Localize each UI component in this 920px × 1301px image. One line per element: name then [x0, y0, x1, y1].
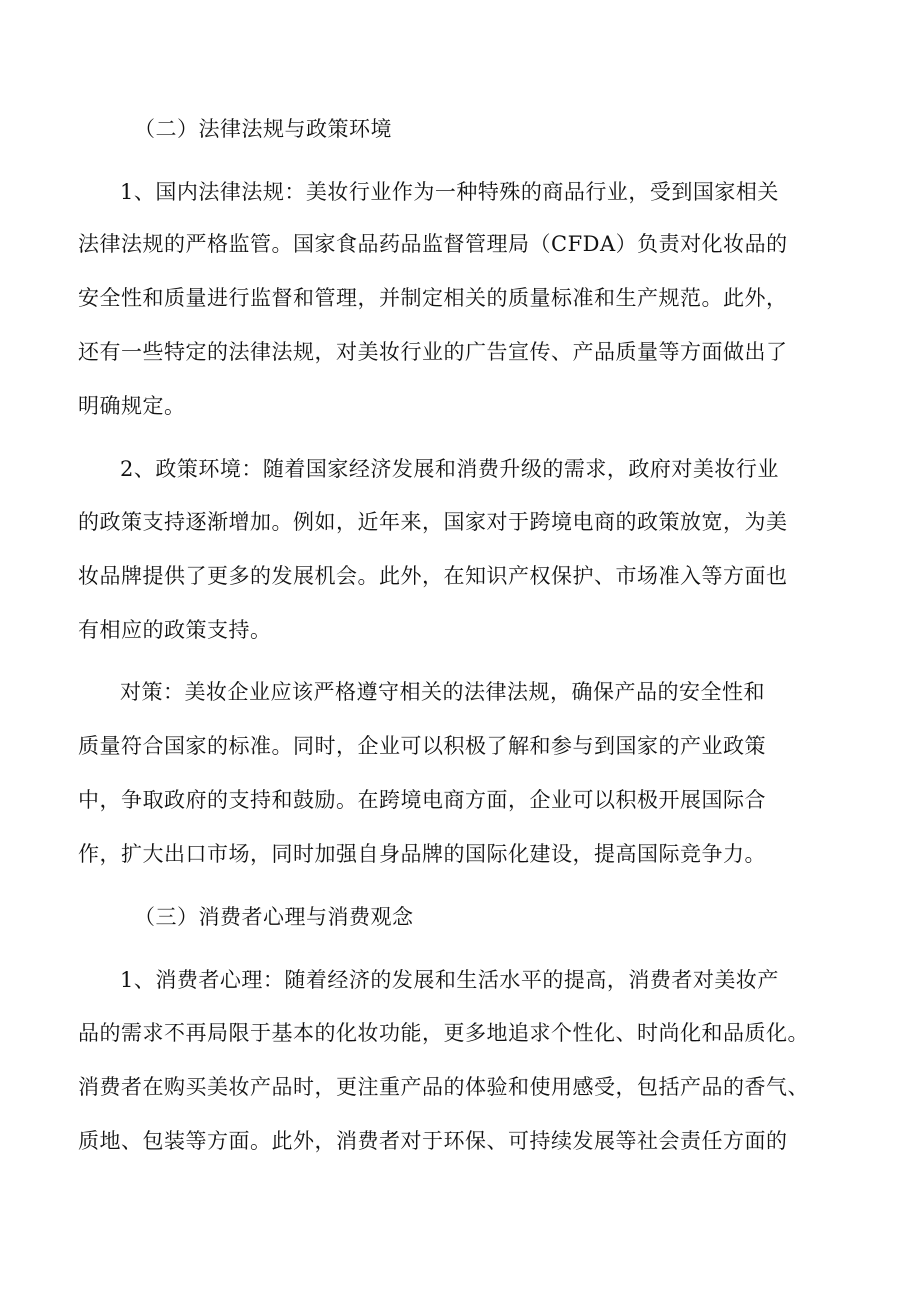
- paragraph-line: 质地、包装等方面。此外，消费者对于环保、可持续发展等社会责任方面的: [78, 1129, 788, 1153]
- paragraph-line: 1、消费者心理：随着经济的发展和生活水平的提高，消费者对美妆产: [120, 968, 779, 992]
- paragraph-line: 对策：美妆企业应该严格遵守相关的法律法规，确保产品的安全性和: [120, 680, 765, 704]
- paragraph-line: 2、政策环境：随着国家经济发展和消费升级的需求，政府对美妆行业: [120, 457, 779, 481]
- paragraph-line: 作，扩大出口市场，同时加强自身品牌的国际化建设，提高国际竞争力。: [78, 842, 766, 866]
- paragraph-line: 1、国内法律法规：美妆行业作为一种特殊的商品行业，受到国家相关: [120, 180, 779, 204]
- section-heading-legal-policy: （二）法律法规与政策环境: [134, 117, 392, 141]
- paragraph-line: 明确规定。: [78, 394, 186, 418]
- paragraph-line: 还有一些特定的法律法规，对美妆行业的广告宣传、产品质量等方面做出了: [78, 340, 788, 364]
- paragraph-line: 品的需求不再局限于基本的化妆功能，更多地追求个性化、时尚化和品质化。: [78, 1021, 809, 1045]
- paragraph-line: 有相应的政策支持。: [78, 618, 272, 642]
- paragraph-line: 质量符合国家的标准。同时，企业可以积极了解和参与到国家的产业政策: [78, 734, 766, 758]
- paragraph-line: 法律法规的严格监管。国家食品药品监督管理局（CFDA）负责对化妆品的: [78, 232, 788, 256]
- paragraph-line: 消费者在购买美妆产品时，更注重产品的体验和使用感受，包括产品的香气、: [78, 1075, 809, 1099]
- paragraph-line: 妆品牌提供了更多的发展机会。此外，在知识产权保护、市场准入等方面也: [78, 564, 788, 588]
- paragraph-line: 安全性和质量进行监督和管理，并制定相关的质量标准和生产规范。此外，: [78, 286, 788, 310]
- paragraph-line: 的政策支持逐渐增加。例如，近年来，国家对于跨境电商的政策放宽，为美: [78, 510, 788, 534]
- section-heading-consumer-psychology: （三）消费者心理与消费观念: [134, 905, 414, 929]
- paragraph-line: 中，争取政府的支持和鼓励。在跨境电商方面，企业可以积极开展国际合: [78, 788, 766, 812]
